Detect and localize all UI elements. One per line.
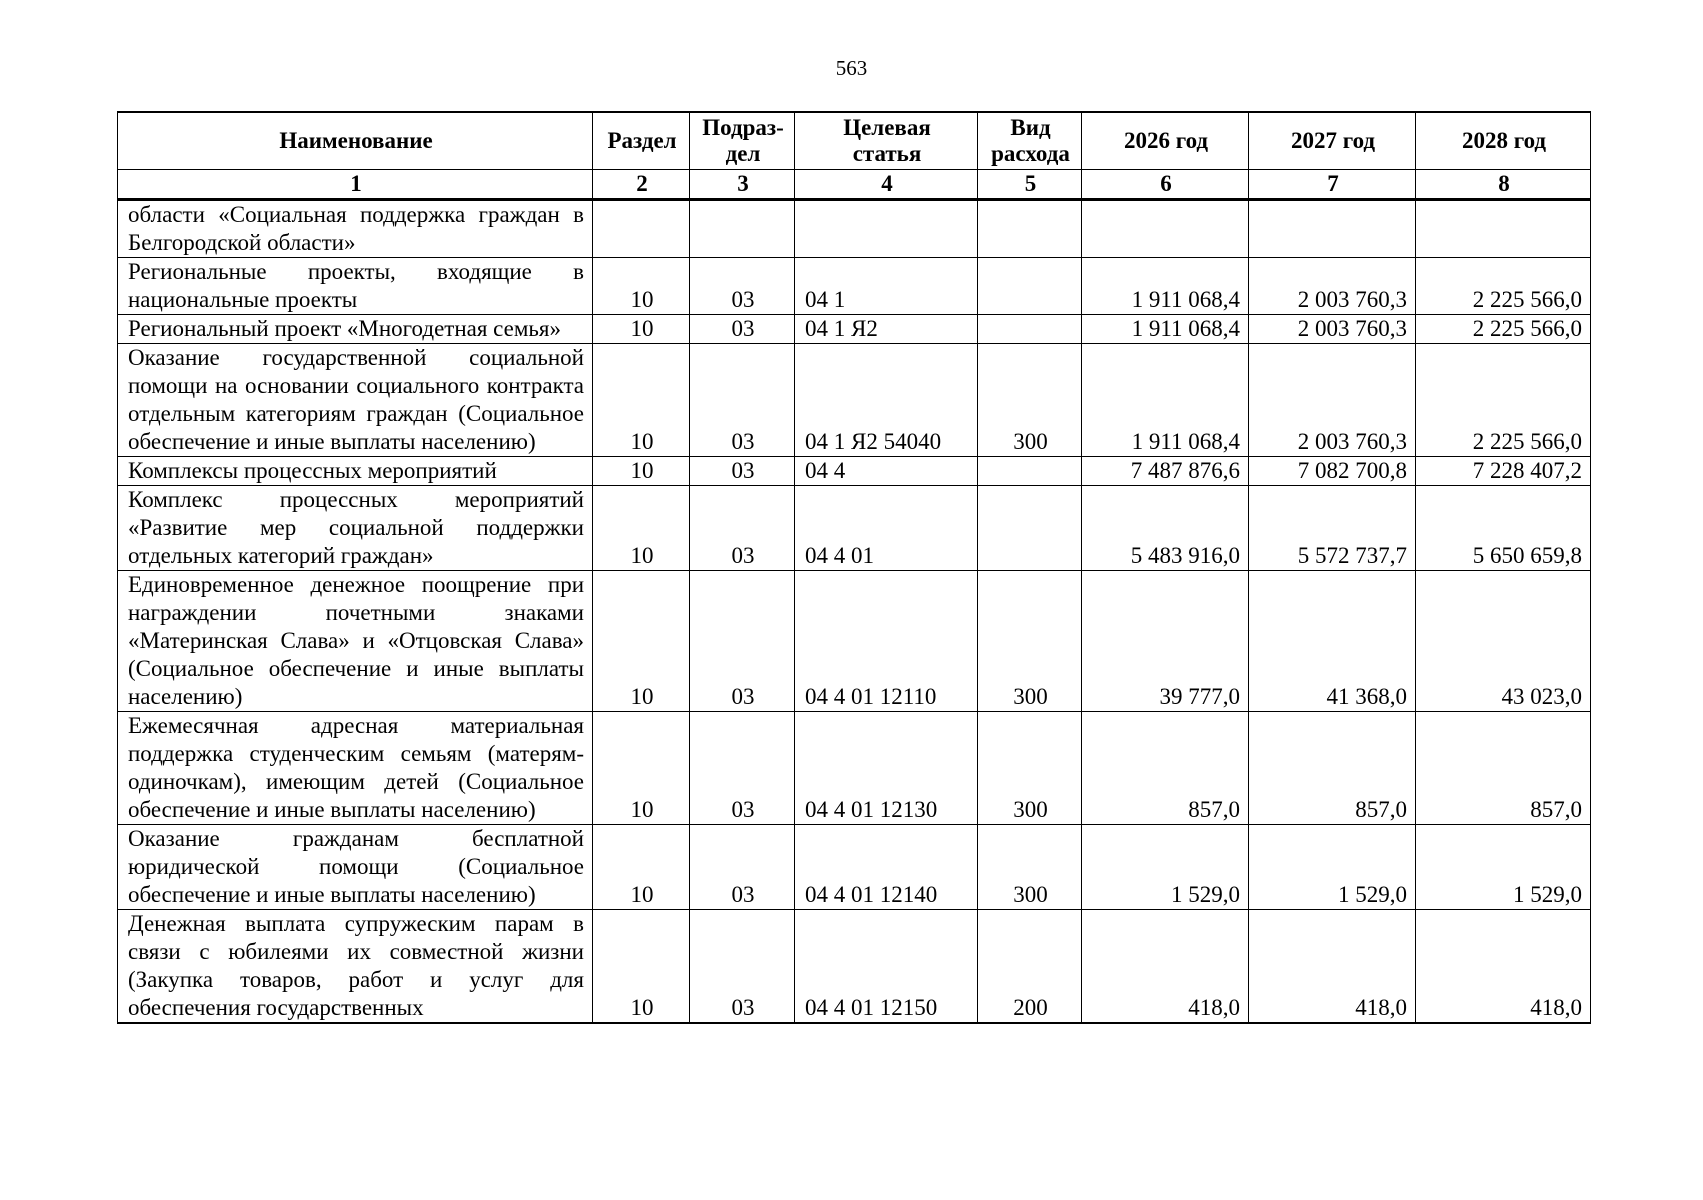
header-razdel: Раздел: [593, 112, 690, 170]
cell-vid: [978, 315, 1082, 344]
column-number: 6: [1082, 170, 1249, 200]
cell-2027: [1249, 200, 1416, 258]
cell-2028: [1416, 200, 1591, 258]
cell-razdel: 10: [593, 457, 690, 486]
cell-2027: 7 082 700,8: [1249, 457, 1416, 486]
cell-podrazdel: 03: [690, 571, 795, 712]
header-podrazdel: [690, 112, 795, 170]
column-number: 3: [690, 170, 795, 200]
cell-tselevaya: 04 1 Я2 54040: [795, 344, 978, 457]
cell-name: Денежная выплата супружеским парам в связи с юбилеями их совместной жизни (Закупка товаров, работ и услуг для обеспечения государственных: [118, 910, 593, 1024]
cell-podrazdel: 03: [690, 258, 795, 315]
header-tselevaya: [795, 112, 978, 170]
cell-tselevaya: 04 4: [795, 457, 978, 486]
cell-razdel: 10: [593, 344, 690, 457]
cell-name: Региональный проект «Многодетная семья»: [118, 315, 593, 344]
header-tselevaya-line2: статья: [852, 141, 922, 166]
cell-tselevaya: 04 4 01 12150: [795, 910, 978, 1024]
cell-2027: 418,0: [1249, 910, 1416, 1024]
cell-razdel: 10: [593, 571, 690, 712]
table-row: [118, 200, 1591, 258]
table-body: [118, 200, 1591, 1024]
cell-razdel: 10: [593, 910, 690, 1024]
cell-2027: 2 003 760,3: [1249, 344, 1416, 457]
cell-name: Единовременное денежное поощрение при награждении почетными знаками «Материнская Слава» и «Отцовская Слава» (Социальное обеспечение и иные выплаты населению): [118, 571, 593, 712]
cell-tselevaya: 04 1 Я2: [795, 315, 978, 344]
cell-name: Оказание гражданам бесплатной юридической помощи (Социальное обеспечение и иные выплаты населению): [118, 825, 593, 910]
header-vid-line2: расхода: [991, 141, 1070, 166]
cell-razdel: [593, 200, 690, 258]
header-2026: 2026 год: [1082, 112, 1249, 170]
table-row: [118, 486, 1591, 571]
cell-podrazdel: 03: [690, 457, 795, 486]
header-vid: [978, 112, 1082, 170]
cell-2028: 1 529,0: [1416, 825, 1591, 910]
table-row: [118, 258, 1591, 315]
column-number-row: [118, 170, 1591, 200]
cell-2027: 5 572 737,7: [1249, 486, 1416, 571]
table-row: [118, 315, 1591, 344]
cell-tselevaya: 04 1: [795, 258, 978, 315]
cell-razdel: 10: [593, 315, 690, 344]
cell-podrazdel: 03: [690, 344, 795, 457]
cell-podrazdel: 03: [690, 825, 795, 910]
cell-tselevaya: [795, 200, 978, 258]
cell-name: Региональные проекты, входящие в национальные проекты: [118, 258, 593, 315]
cell-vid: 300: [978, 571, 1082, 712]
header-name: Наименование: [118, 112, 593, 170]
cell-razdel: 10: [593, 825, 690, 910]
header-tselevaya-line1: Целевая: [843, 115, 931, 140]
cell-vid: [978, 486, 1082, 571]
cell-2027: 41 368,0: [1249, 571, 1416, 712]
cell-tselevaya: 04 4 01 12130: [795, 712, 978, 825]
cell-name: Комплексы процессных мероприятий: [118, 457, 593, 486]
header-podrazdel-line2: дел: [725, 141, 761, 166]
cell-razdel: 10: [593, 258, 690, 315]
cell-2026: 1 911 068,4: [1082, 258, 1249, 315]
header-vid-line1: Вид: [1010, 115, 1051, 140]
table-row: [118, 910, 1591, 1024]
cell-2028: 5 650 659,8: [1416, 486, 1591, 571]
cell-2028: 2 225 566,0: [1416, 258, 1591, 315]
cell-2026: 1 911 068,4: [1082, 315, 1249, 344]
cell-tselevaya: 04 4 01 12140: [795, 825, 978, 910]
cell-2028: 43 023,0: [1416, 571, 1591, 712]
header-podrazdel-line1: Подраз-: [702, 115, 784, 140]
cell-2026: 1 529,0: [1082, 825, 1249, 910]
cell-tselevaya: 04 4 01 12110: [795, 571, 978, 712]
cell-vid: [978, 200, 1082, 258]
table-row: [118, 571, 1591, 712]
cell-2027: 857,0: [1249, 712, 1416, 825]
cell-2027: 1 529,0: [1249, 825, 1416, 910]
cell-2026: 5 483 916,0: [1082, 486, 1249, 571]
cell-razdel: 10: [593, 712, 690, 825]
column-number: 1: [118, 170, 593, 200]
cell-razdel: 10: [593, 486, 690, 571]
cell-2027: 2 003 760,3: [1249, 258, 1416, 315]
column-number: 5: [978, 170, 1082, 200]
header-row: [118, 112, 1591, 170]
cell-vid: [978, 258, 1082, 315]
table-row: [118, 825, 1591, 910]
cell-vid: [978, 457, 1082, 486]
cell-vid: 300: [978, 344, 1082, 457]
cell-name: Ежемесячная адресная материальная поддержка студенческим семьям (матерям-одиночкам), имеющим детей (Социальное обеспечение и иные выплаты населению): [118, 712, 593, 825]
cell-name: Оказание государственной социальной помощи на основании социального контракта отдельным категориям граждан (Социальное обеспечение и иные выплаты населению): [118, 344, 593, 457]
cell-2028: 7 228 407,2: [1416, 457, 1591, 486]
cell-vid: 300: [978, 712, 1082, 825]
cell-2028: 418,0: [1416, 910, 1591, 1024]
cell-2026: 7 487 876,6: [1082, 457, 1249, 486]
header-2027: 2027 год: [1249, 112, 1416, 170]
cell-2028: 857,0: [1416, 712, 1591, 825]
cell-2028: 2 225 566,0: [1416, 315, 1591, 344]
cell-podrazdel: 03: [690, 315, 795, 344]
column-number: 8: [1416, 170, 1591, 200]
cell-podrazdel: 03: [690, 712, 795, 825]
cell-2028: 2 225 566,0: [1416, 344, 1591, 457]
cell-2026: 1 911 068,4: [1082, 344, 1249, 457]
budget-table: [117, 111, 1591, 1024]
cell-vid: 300: [978, 825, 1082, 910]
cell-2026: [1082, 200, 1249, 258]
cell-podrazdel: 03: [690, 910, 795, 1024]
table-row: [118, 712, 1591, 825]
cell-podrazdel: [690, 200, 795, 258]
cell-2027: 2 003 760,3: [1249, 315, 1416, 344]
table-row: [118, 457, 1591, 486]
column-number: 4: [795, 170, 978, 200]
header-2028: 2028 год: [1416, 112, 1591, 170]
table-row: [118, 344, 1591, 457]
column-number: 7: [1249, 170, 1416, 200]
cell-name: Комплекс процессных мероприятий «Развитие мер социальной поддержки отдельных категорий граждан»: [118, 486, 593, 571]
cell-2026: 418,0: [1082, 910, 1249, 1024]
cell-tselevaya: 04 4 01: [795, 486, 978, 571]
column-number: 2: [593, 170, 690, 200]
cell-vid: 200: [978, 910, 1082, 1024]
cell-2026: 857,0: [1082, 712, 1249, 825]
cell-name: области «Социальная поддержка граждан в Белгородской области»: [118, 200, 593, 258]
cell-2026: 39 777,0: [1082, 571, 1249, 712]
page-number: 563: [835, 56, 868, 80]
cell-podrazdel: 03: [690, 486, 795, 571]
